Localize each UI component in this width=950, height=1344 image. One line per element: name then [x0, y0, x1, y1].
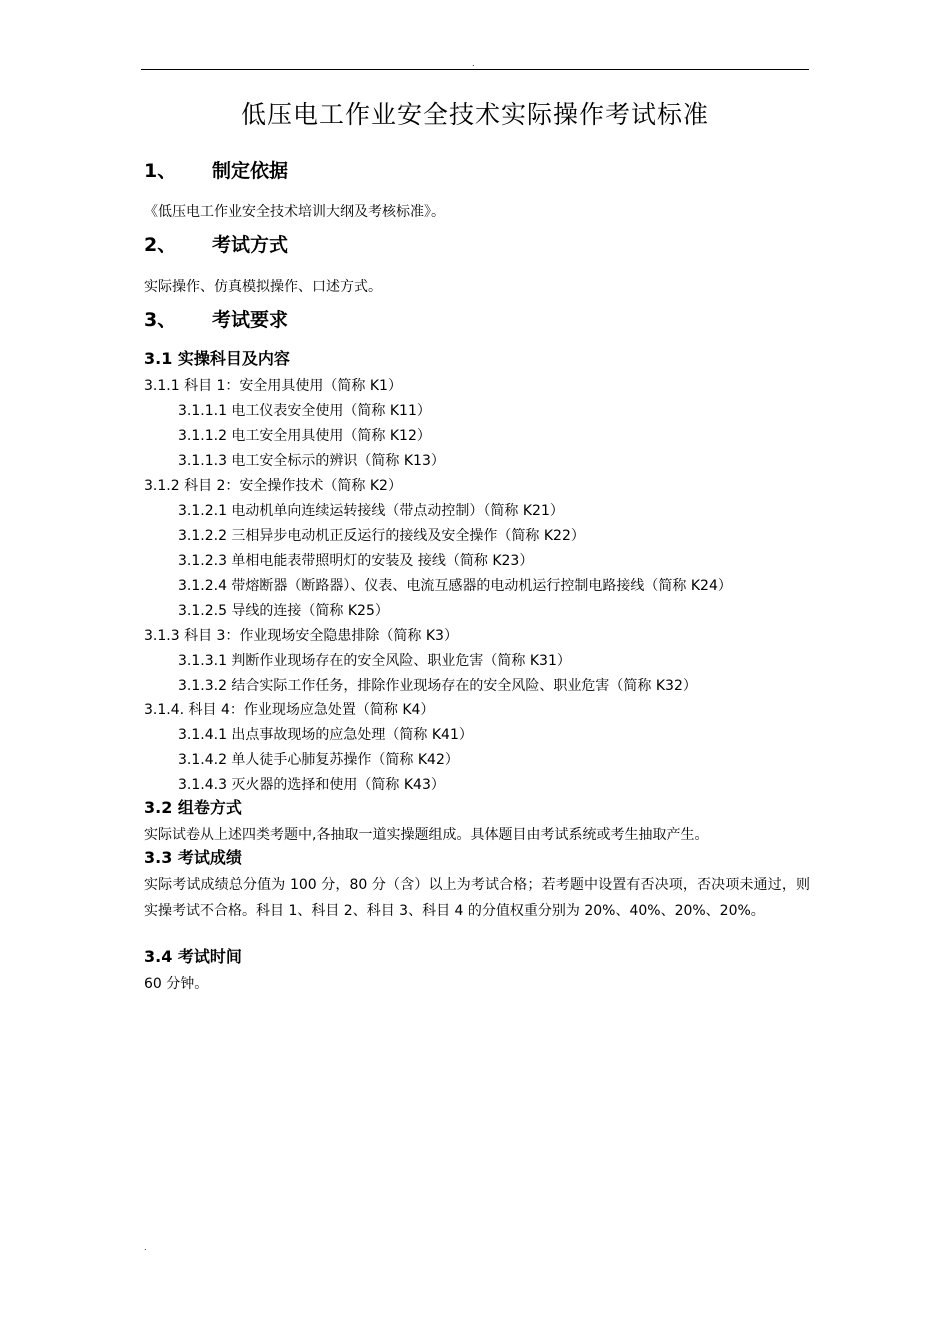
subsection-3-3-text: 实际考试成绩总分值为 100 分，80 分（含）以上为考试合格；若考题中设置有否决项，否决项未通过，则实操考试不合格。科目 1、科目 2、科目 3、科目 4 的分值权重分别为 20%、40%、20%、20%。: [144, 877, 810, 919]
list-item: 3.1.2.2 三相异步电动机正反运行的接线及安全操作（简称 K22）: [178, 528, 585, 544]
list-item: 3.1.3.1 判断作业现场存在的安全风险、职业危害（简称 K31）: [178, 653, 571, 669]
section-2-title: 考试方式: [212, 234, 289, 256]
section-3-heading: [144, 307, 288, 333]
list-item: 3.1.2.5 导线的连接（简称 K25）: [178, 603, 389, 619]
header-dot: .: [472, 59, 475, 68]
list-item: 3.1.1 科目 1：安全用具使用（简称 K1）: [144, 378, 402, 394]
list-item: 3.1.4. 科目 4：作业现场应急处置（简称 K4）: [144, 702, 435, 718]
section-1-number: 1、: [144, 160, 177, 182]
section-3-number: 3、: [144, 309, 177, 331]
section-2-text: 实际操作、仿真模拟操作、口述方式。: [144, 279, 382, 295]
list-item: 3.1.4.3 灭火器的选择和使用（简称 K43）: [178, 777, 445, 793]
list-item: 3.1.3.2 结合实际工作任务，排除作业现场存在的安全风险、职业危害（简称 K32）: [178, 678, 697, 694]
list-item: 3.1.4.1 出点事故现场的应急处理（简称 K41）: [178, 727, 473, 743]
list-item: 3.1.2.4 带熔断器（断路器）、仪表、电流互感器的电动机运行控制电路接线（简称 K24）: [178, 578, 732, 594]
list-item: 3.1.1.1 电工仪表安全使用（简称 K11）: [178, 403, 431, 419]
list-item: 3.1.3 科目 3：作业现场安全隐患排除（简称 K3）: [144, 628, 458, 644]
section-2-number: 2、: [144, 234, 177, 256]
subsection-3-2-title: 3.2 组卷方式: [144, 798, 242, 817]
header-rule: [141, 69, 809, 70]
subsection-3-3-title: 3.3 考试成绩: [144, 848, 242, 867]
document-title: 低压电工作业安全技术实际操作考试标准: [240, 100, 709, 129]
section-3-title: 考试要求: [212, 309, 289, 331]
section-2-heading: [144, 232, 288, 258]
subsection-3-2-text: 实际试卷从上述四类考题中,各抽取一道实操题组成。具体题目由考试系统或考生抽取产生。: [144, 827, 709, 843]
subsection-3-1-title: 3.1 实操科目及内容: [144, 349, 290, 368]
section-1-text: 《低压电工作业安全技术培训大纲及考核标准》。: [144, 204, 445, 220]
list-item: 3.1.1.3 电工安全标示的辨识（简称 K13）: [178, 453, 445, 469]
list-item: 3.1.2.3 单相电能表带照明灯的安装及 接线（简称 K23）: [178, 553, 534, 569]
list-item: 3.1.2.1 电动机单向连续运转接线（带点动控制）（简称 K21）: [178, 503, 564, 519]
section-1-heading: [144, 158, 288, 184]
list-item: 3.1.4.2 单人徒手心肺复苏操作（简称 K42）: [178, 752, 459, 768]
subsection-3-4-title: 3.4 考试时间: [144, 947, 242, 966]
footer-dot: .: [144, 1243, 147, 1252]
subsection-3-4-text: 60 分钟。: [144, 976, 209, 992]
list-item: 3.1.1.2 电工安全用具使用（简称 K12）: [178, 428, 431, 444]
section-1-title: 制定依据: [212, 160, 289, 182]
list-item: 3.1.2 科目 2：安全操作技术（简称 K2）: [144, 478, 402, 494]
